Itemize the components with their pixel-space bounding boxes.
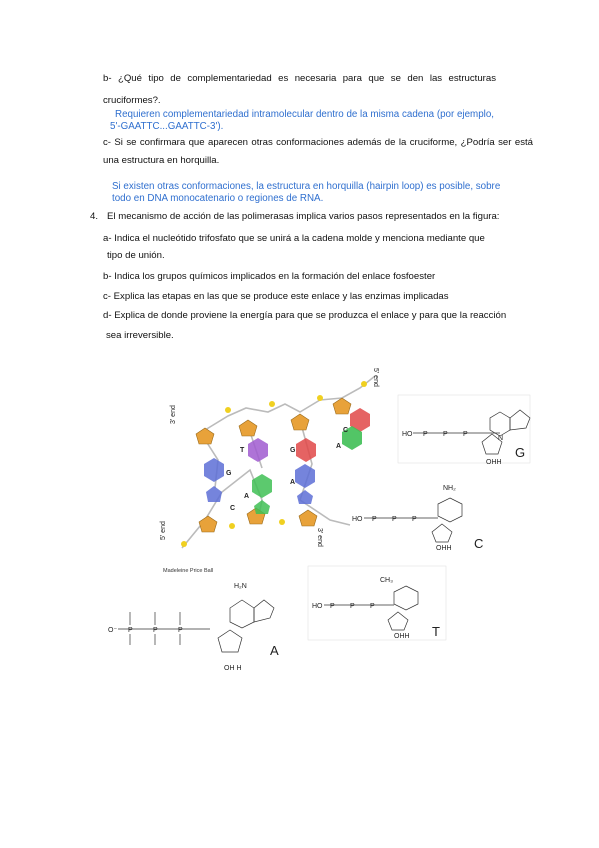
question-c-line1: c- Si se confirmara que aparecen otras conformaciones además de la cruciforme, ¿Podría ser está [103,137,533,148]
question-4a-line2: tipo de unión. [107,250,165,261]
end-label: 5' end [160,521,167,540]
phosphorus-label: P [330,603,335,610]
sugar-oh-label: OH H [224,665,242,672]
nucleotide-t [308,566,446,640]
ho-label: HO [312,603,323,610]
nucleotide-a [108,583,279,672]
question-c-line2: una estructura en horquilla. [103,155,220,166]
phosphorus-label: P [128,627,133,634]
end-label: 3' end [170,405,177,424]
dna-base-label: G [290,447,296,454]
oxygen-label: O⁻ [108,627,118,634]
figure-credit: Madeleine Price Ball [163,568,214,574]
dna-base-label: C [230,505,236,512]
answer-c-line1: Si existen otras conformaciones, la estructura en horquilla (hairpin loop) es posible, sobre [112,181,501,192]
ho-label: HO [402,431,413,438]
phosphorus-label: P [423,431,428,438]
dna-base-label: A [290,479,296,486]
end-label: 5' end [372,368,379,387]
nucleotide-label-c: C [474,536,484,551]
phosphorus-label: P [178,627,183,634]
phosphate-dot [225,407,231,413]
question-b-line2: cruciformes?. [103,95,161,106]
phosphorus-label: P [153,627,158,634]
answer-b-line2: 5'-GAATTC...GAATTC-3'). [110,121,224,132]
sugar-oh-label: OHH [436,545,452,552]
question-b-line1: b- ¿Qué tipo de complementariedad es necesaria para que se den las estructuras [103,73,496,84]
phosphate-dot [181,541,187,547]
phosphorus-label: P [372,516,377,523]
question-4-number: 4. [90,211,99,222]
phosphate-dot [269,401,275,407]
phosphorus-label: P [370,603,375,610]
question-4a-line1: a- Indica el nucleótido trifosfato que se unirá a la cadena molde y menciona mediante que [103,233,485,244]
ho-label: HO [352,516,363,523]
phosphorus-label: P [463,431,468,438]
question-4d-line1: d- Explica de donde proviene la energía para que se produzca el enlace y para que la reacción [103,310,507,321]
end-label: 3' end [316,528,323,547]
dna-base-label: G [226,470,232,477]
amine-label: H₂N [234,583,247,590]
methyl-label: CH₃ [380,577,393,584]
dna-base-label: T [240,447,245,454]
phosphorus-label: P [350,603,355,610]
phosphate-dot [229,523,235,529]
dna-diagram [157,365,393,574]
phosphorus-label: P [392,516,397,523]
nucleotide-label-a: A [270,643,279,658]
answer-c-line2: todo en DNA monocatenario o regiones de RNA. [112,193,324,204]
phosphorus-label: P [443,431,448,438]
question-4c: c- Explica las etapas en las que se produce este enlace y las enzimas implicadas [103,291,449,302]
dna-base-label: A [336,443,342,450]
nucleotide-label-t: T [432,624,440,639]
dna-base-label: C [343,427,349,434]
sugar-oh-label: OHH [394,633,410,640]
sugar-oh-label: OHH [486,459,502,466]
dna-base-label: A [244,493,250,500]
phosphate-dot [317,395,323,401]
nucleotide-g [398,395,530,466]
question-4d-line2: sea irreversible. [106,330,174,341]
nucleotide-label-g: G [515,445,526,460]
phosphate-dot [279,519,285,525]
phosphorus-label: P [412,516,417,523]
ring-n-label: N [498,435,504,442]
amine-label: NH₂ [443,485,456,492]
question-4b: b- Indica los grupos químicos implicados en la formación del enlace fosfoester [103,271,436,282]
answer-b-line1: Requieren complementariedad intramolecular dentro de la misma cadena (por ejemplo, [115,109,495,120]
phosphate-dot [361,381,367,387]
question-4-intro: El mecanismo de acción de las polimerasas implica varios pasos representados en la figura: [107,211,500,222]
